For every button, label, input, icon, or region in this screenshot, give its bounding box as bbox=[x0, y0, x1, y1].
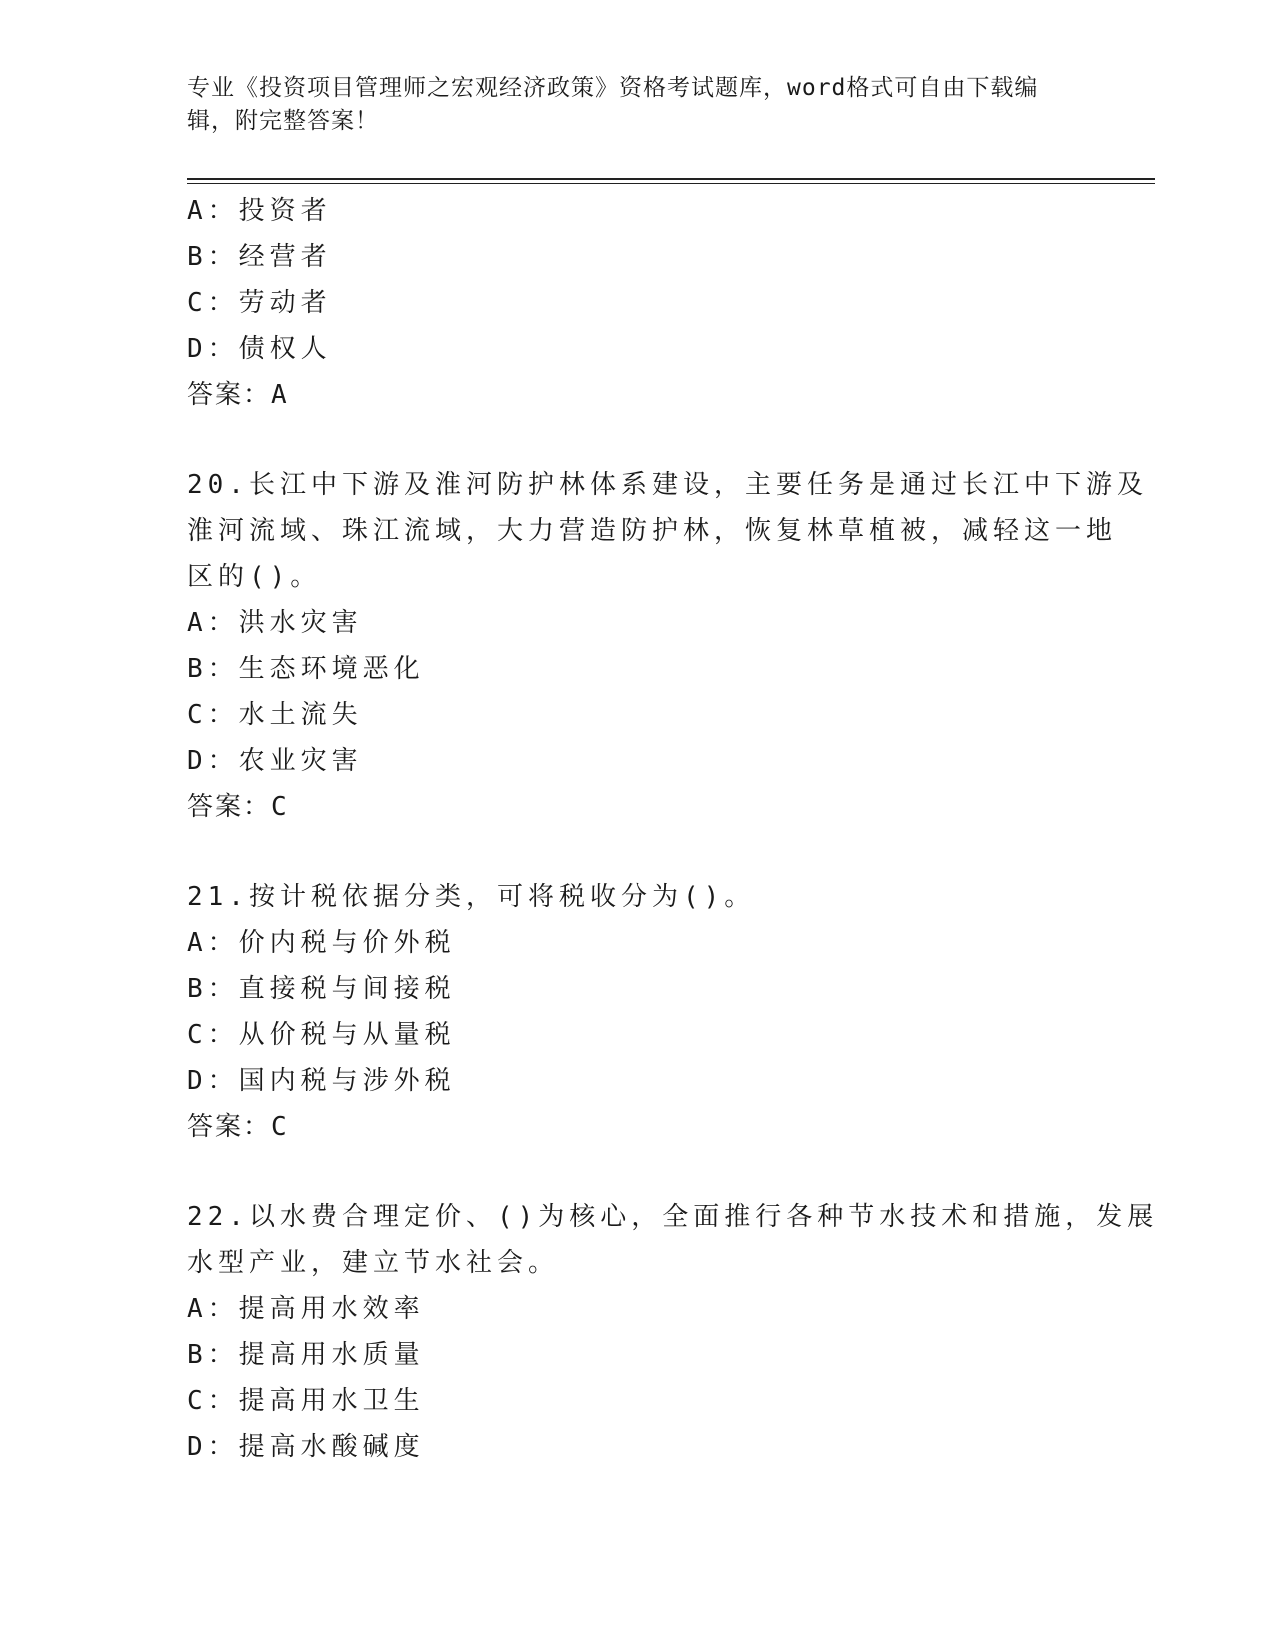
question-stem-line: 20.长江中下游及淮河防护林体系建设，主要任务是通过长江中下游及 bbox=[187, 470, 1148, 500]
option-a: A：洪水灾害 bbox=[187, 608, 363, 638]
header-line-2: 辑，附完整答案！ bbox=[187, 108, 379, 134]
header-divider-thin bbox=[187, 183, 1155, 184]
header-line-1: 专业《投资项目管理师之宏观经济政策》资格考试题库，word格式可自由下载编 bbox=[187, 75, 1039, 101]
option-c: C：从价税与从量税 bbox=[187, 1020, 456, 1050]
option-a: A：提高用水效率 bbox=[187, 1294, 425, 1324]
question-stem-line: 水型产业，建立节水社会。 bbox=[187, 1248, 560, 1278]
option-c: C：水土流失 bbox=[187, 700, 363, 730]
option-d: D：提高水酸碱度 bbox=[187, 1432, 425, 1462]
option-b: B：生态环境恶化 bbox=[187, 654, 425, 684]
option-d: D：农业灾害 bbox=[187, 746, 363, 776]
option-a: A：价内税与价外税 bbox=[187, 928, 456, 958]
question-stem-line: 21.按计税依据分类，可将税收分为()。 bbox=[187, 882, 756, 912]
answer-line: 答案：C bbox=[187, 1112, 289, 1142]
question-gap bbox=[187, 1150, 1087, 1194]
question-19-partial bbox=[187, 188, 1087, 418]
header-divider-thick bbox=[187, 178, 1155, 180]
option-c: C：劳动者 bbox=[187, 288, 332, 318]
document-header bbox=[187, 72, 1067, 138]
question-gap bbox=[187, 830, 1087, 874]
option-d: D：国内税与涉外税 bbox=[187, 1066, 456, 1096]
question-20 bbox=[187, 462, 1148, 830]
option-b: B：经营者 bbox=[187, 242, 332, 272]
question-gap bbox=[187, 418, 1087, 462]
question-stem-line: 淮河流域、珠江流域，大力营造防护林，恢复林草植被，减轻这一地 bbox=[187, 516, 1118, 546]
question-list bbox=[187, 188, 1159, 1470]
option-b: B：直接税与间接税 bbox=[187, 974, 456, 1004]
answer-line: 答案：C bbox=[187, 792, 289, 822]
option-a: A：投资者 bbox=[187, 196, 332, 226]
option-c: C：提高用水卫生 bbox=[187, 1386, 425, 1416]
option-d: D：债权人 bbox=[187, 334, 332, 364]
question-22 bbox=[187, 1194, 1159, 1470]
document-page bbox=[187, 0, 1159, 1650]
answer-line: 答案：A bbox=[187, 380, 289, 410]
question-stem-line: 22.以水费合理定价、()为核心，全面推行各种节水技术和措施，发展 bbox=[187, 1202, 1159, 1232]
question-21 bbox=[187, 874, 1087, 1150]
option-b: B：提高用水质量 bbox=[187, 1340, 425, 1370]
question-stem-line: 区的()。 bbox=[187, 562, 322, 592]
